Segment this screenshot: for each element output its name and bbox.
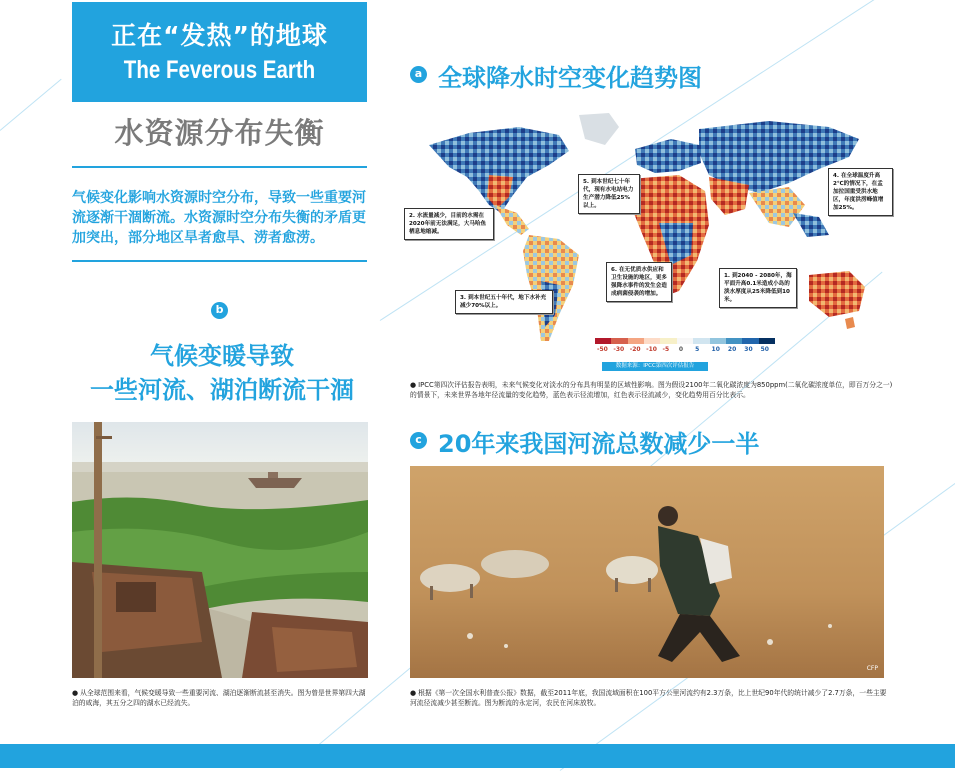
background-line — [0, 79, 62, 131]
color-scale-swatch — [677, 338, 693, 344]
color-scale-tick: 0 — [678, 346, 683, 353]
bullet-icon: ● — [410, 689, 417, 697]
color-scale-swatch — [660, 338, 676, 344]
yongding-river-photo — [410, 466, 884, 678]
section-c-caption — [410, 688, 890, 708]
section-b-title-line2: 一些河流、湖泊断流干涸 — [90, 376, 354, 404]
color-scale-swatch — [693, 338, 709, 344]
header-banner — [72, 2, 367, 102]
color-scale-tick: 10 — [711, 346, 720, 353]
section-b-title-line1: 气候变暖导致 — [150, 342, 294, 370]
divider — [72, 260, 367, 262]
color-scale-legend — [595, 338, 775, 360]
page-subtitle: 水资源分布失衡 — [114, 116, 325, 150]
photo-credit: CFP — [866, 665, 878, 672]
map-callout-4: 4. 在全球温度升高2℃的情况下，在孟加拉国重受洪水地区，年度洪涝峰值增加25%。 — [828, 168, 893, 216]
map-callout-3: 3. 到本世纪五十年代，地下水补充减少70%以上。 — [455, 290, 553, 314]
color-scale-tick: -20 — [629, 346, 641, 353]
color-scale-tick: 30 — [744, 346, 753, 353]
bullet-icon: ● — [72, 689, 79, 697]
color-scale-swatch — [742, 338, 758, 344]
section-a-title: 全球降水时空变化趋势图 — [438, 64, 702, 92]
color-scale-tick: -10 — [646, 346, 657, 353]
header-title-en: The Feverous Earth — [123, 56, 316, 84]
section-a-marker: a — [410, 66, 427, 83]
color-scale-tick: 20 — [727, 346, 737, 353]
color-scale-swatch — [726, 338, 742, 344]
color-scale-tick: -30 — [613, 346, 625, 353]
color-scale-swatch — [759, 338, 775, 344]
aral-sea-photo — [72, 422, 368, 678]
color-scale-swatch — [628, 338, 644, 344]
section-a-caption — [410, 380, 896, 400]
color-scale-bar — [595, 338, 775, 344]
color-scale-tick: -5 — [662, 346, 670, 353]
color-scale-swatch — [611, 338, 627, 344]
color-scale-swatch — [644, 338, 660, 344]
section-c-caption-text: 根据《第一次全国水利普查公报》数据，截至2011年底，我国流域面积在100平方公里河流约有2.3万条，比上世纪90年代的统计减少了2.7万条，一些主要河流径流减少甚至断流。图为断流的永定河，农民在河床放牧。 — [410, 689, 887, 707]
color-scale-tick: 5 — [695, 346, 700, 353]
section-b-caption — [72, 688, 370, 708]
bottom-band — [0, 744, 955, 768]
color-scale-swatch — [595, 338, 611, 344]
section-b-marker: b — [211, 302, 228, 319]
section-b-caption-text: 从全球范围来看，气候变暖导致一些重要河流、湖泊逐渐断流甚至消失。图为曾是世界第四大湖泊的咸海，其五分之四的湖水已经流失。 — [72, 689, 366, 707]
section-c-title: 20年来我国河流总数减少一半 — [438, 430, 760, 458]
color-scale-tick: 50 — [760, 346, 769, 353]
bullet-icon: ● — [410, 381, 417, 389]
header-title-cn: 正在“发热”的地球 — [111, 21, 328, 50]
map-source-tag: 数据来源：IPCC第四次评估报告 — [602, 362, 708, 371]
divider — [72, 166, 367, 168]
map-callout-2: 2. 水流量减少，目前的水需在2020年前无法满足，大马哈鱼栖息地缩减。 — [404, 208, 494, 240]
map-callout-5: 5. 到本世纪七十年代，现有水电站电力生产潜力降低25%以上。 — [578, 174, 640, 214]
section-c-marker: c — [410, 432, 427, 449]
intro-paragraph: 气候变化影响水资源时空分布，导致一些重要河流逐渐干涸断流。水资源时空分布失衡的矛盾更加突出，部分地区旱者愈旱、涝者愈涝。 — [72, 190, 366, 246]
section-a-caption-text: IPCC第四次评估报告表明，未来气候变化对淡水的分布具有明显的区域性影响。图为假设2100年二氧化碳浓度为850ppm(二氧化碳浓度单位，即百万分之一)的情景下，未来世界各地年径流量的变化趋势，蓝色表示径流增加，红色表示径流减少，变化趋势用百分比表示。 — [410, 381, 893, 399]
color-scale-tick: -50 — [597, 346, 608, 353]
color-scale-swatch — [710, 338, 726, 344]
map-callout-1: 1. 到2040 - 2080年，海平面升高0.1米造成小岛的淡水厚度从25米降低到10米。 — [719, 268, 797, 308]
map-callout-6: 6. 在无优质水供应和卫生设施的地区，更多强降水事件的发生会造成病菌侵袭的增加。 — [606, 262, 672, 302]
